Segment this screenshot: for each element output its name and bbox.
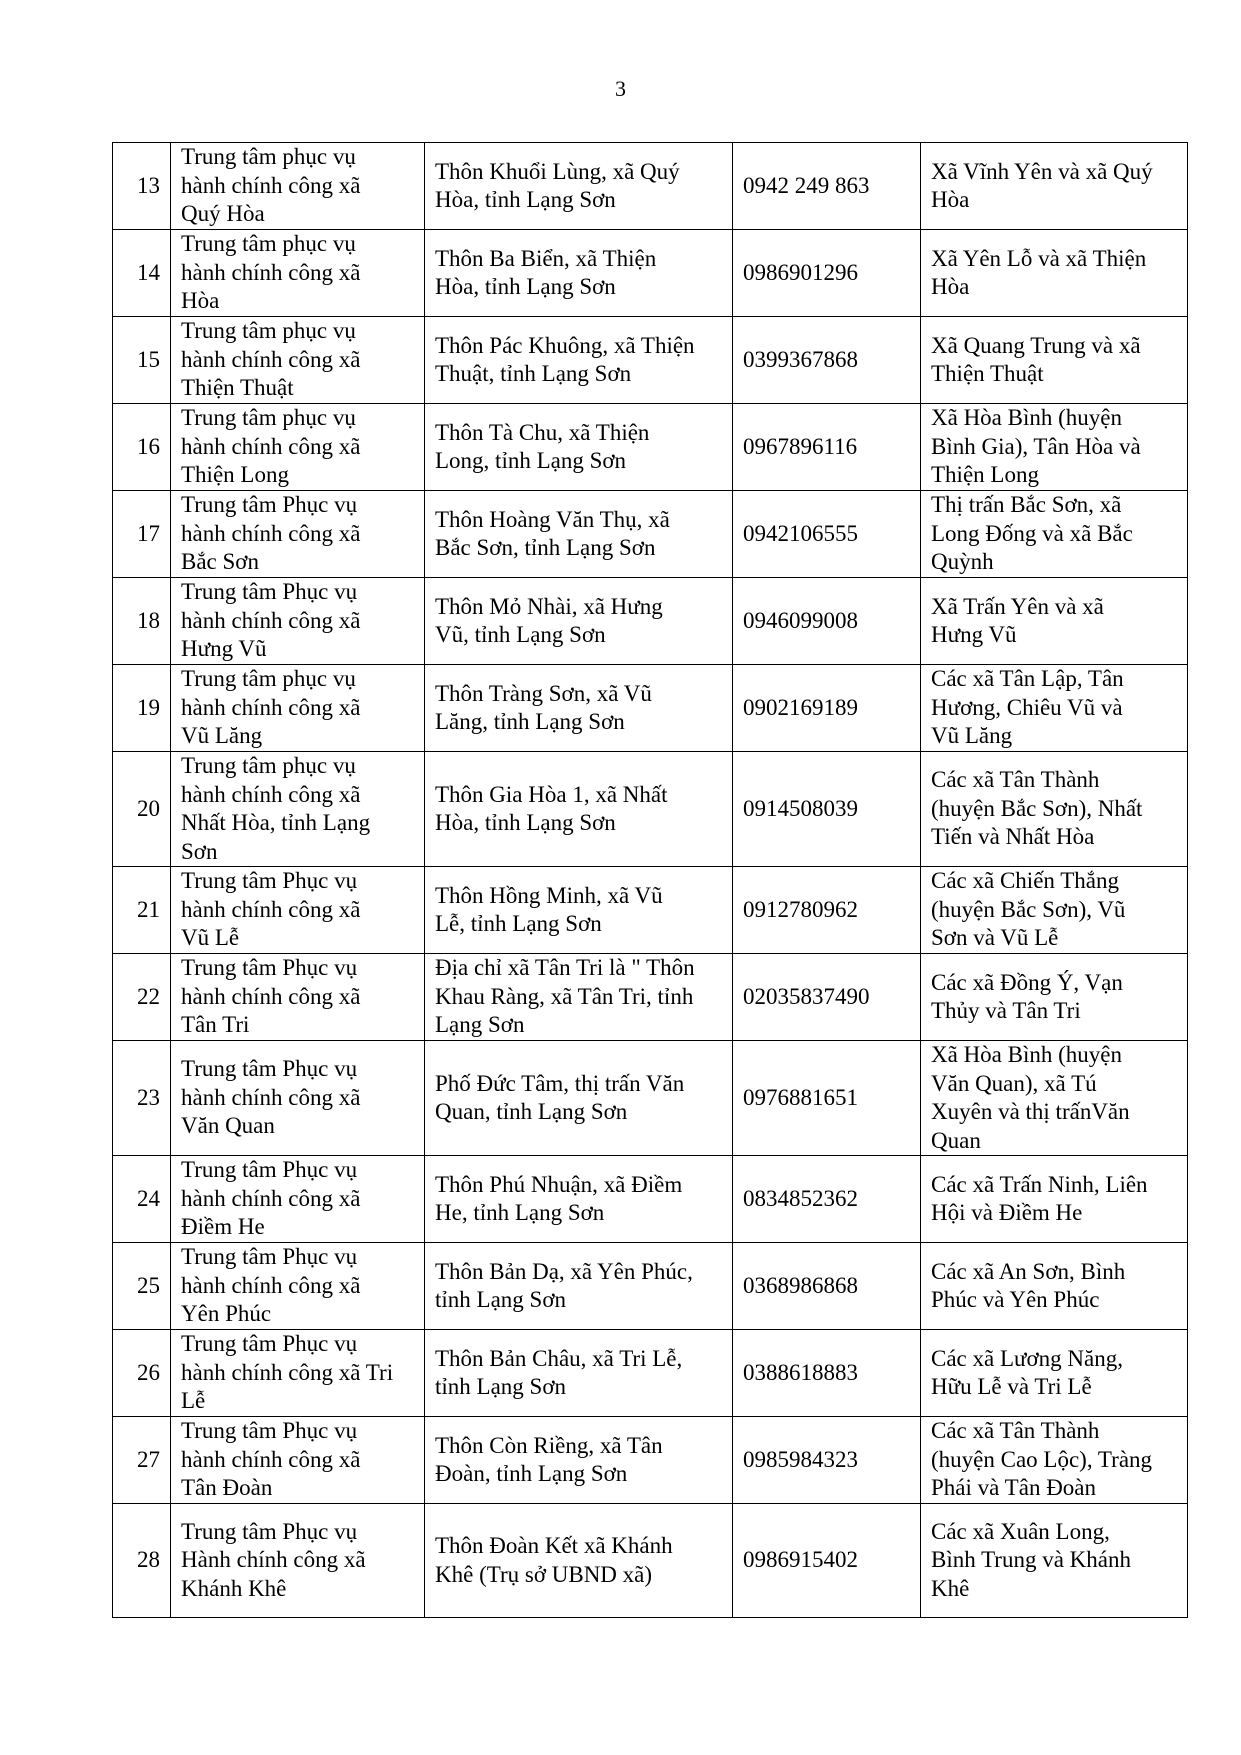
served-area-line: (huyện Cao Lộc), Tràng [931, 1446, 1153, 1472]
center-name-line: Trung tâm Phục vụ [181, 1056, 358, 1082]
center-name [171, 404, 425, 491]
center-address-line: Phố Đức Tâm, thị trấn Văn [435, 1070, 685, 1096]
center-name-line: Trung tâm phục vụ [181, 144, 356, 170]
center-address-line: Thuật, tỉnh Lạng Sơn [435, 361, 632, 386]
served-area-line: Các xã Lương Năng, [931, 1345, 1123, 1371]
served-area [921, 1156, 1188, 1243]
center-address [425, 578, 733, 665]
row-number: 27 [113, 1417, 171, 1504]
center-address [425, 1041, 733, 1156]
center-name-line: hành chính công xã [181, 896, 361, 922]
center-address-line: Vũ, tỉnh Lạng Sơn [435, 622, 606, 647]
center-address [425, 143, 733, 230]
served-area-line: Bình Gia), Tân Hòa và [931, 433, 1141, 459]
table-row [113, 1330, 1188, 1417]
center-name [171, 954, 425, 1041]
row-number: 22 [113, 954, 171, 1041]
center-name-line: Hưng Vũ [181, 636, 267, 662]
center-phone: 0986915402 [733, 1504, 921, 1618]
center-name-line: Trung tâm Phục vụ [181, 1418, 358, 1444]
center-name-line: Nhất Hòa, tỉnh Lạng [181, 810, 371, 835]
center-name-line: Bắc Sơn [181, 549, 259, 575]
center-address-line: Lăng, tỉnh Lạng Sơn [435, 709, 625, 734]
served-area-line: Hòa [931, 187, 970, 212]
center-address [425, 491, 733, 578]
center-address [425, 1330, 733, 1417]
row-number: 17 [113, 491, 171, 578]
table-row [113, 867, 1188, 954]
center-name-line: hành chính công xã Tri [181, 1359, 394, 1385]
center-name [171, 665, 425, 752]
center-name [171, 1417, 425, 1504]
center-name-line: Tân Đoàn [181, 1475, 273, 1501]
center-name-line: hành chính công xã [181, 1446, 361, 1472]
served-area [921, 752, 1188, 867]
served-area [921, 867, 1188, 954]
center-address-line: Hòa, tỉnh Lạng Sơn [435, 187, 616, 212]
center-name-line: Trung tâm Phục vụ [181, 579, 358, 605]
served-area-line: Các xã Tân Thành [931, 767, 1100, 793]
center-address-line: Thôn Đoàn Kết xã Khánh [435, 1533, 673, 1558]
served-area-line: Hưng Vũ [931, 622, 1017, 647]
served-area-line: Các xã Trấn Ninh, Liên [931, 1171, 1148, 1197]
center-name-line: Trung tâm Phục vụ [181, 1331, 358, 1357]
served-area-line: (huyện Bắc Sơn), Vũ [931, 896, 1126, 922]
served-area [921, 1417, 1188, 1504]
served-area-line: Xã Vĩnh Yên và xã Quý [931, 158, 1153, 184]
center-address-line: Thôn Khuổi Lùng, xã Quý [435, 158, 680, 184]
center-name [171, 317, 425, 404]
center-address-line: Thôn Bản Châu, xã Tri Lễ, [435, 1345, 683, 1371]
center-address [425, 1156, 733, 1243]
center-name-line: hành chính công xã [181, 259, 361, 285]
center-name-line: hành chính công xã [181, 1272, 361, 1298]
center-name [171, 1243, 425, 1330]
served-area-line: Thị trấn Bắc Sơn, xã [931, 492, 1122, 518]
center-phone: 0912780962 [733, 867, 921, 954]
table-row [113, 317, 1188, 404]
center-name-line: Yên Phúc [181, 1301, 272, 1327]
center-address-line: Hòa, tỉnh Lạng Sơn [435, 810, 616, 835]
center-address [425, 317, 733, 404]
served-area-line: Xã Trấn Yên và xã [931, 593, 1104, 619]
center-name-line: hành chính công xã [181, 694, 361, 720]
table-row [113, 1504, 1188, 1618]
served-area-line: Các xã An Sơn, Bình [931, 1258, 1126, 1284]
served-area-line: Quỳnh [931, 549, 994, 575]
row-number: 14 [113, 230, 171, 317]
served-area-line: Khê [931, 1575, 970, 1601]
center-address-line: tỉnh Lạng Sơn [435, 1287, 566, 1312]
center-address [425, 954, 733, 1041]
center-phone: 0368986868 [733, 1243, 921, 1330]
row-number: 15 [113, 317, 171, 404]
center-phone: 0902169189 [733, 665, 921, 752]
table-row [113, 1041, 1188, 1156]
center-phone: 0985984323 [733, 1417, 921, 1504]
center-name-line: hành chính công xã [181, 607, 361, 633]
center-address-line: Thôn Ba Biển, xã Thiện [435, 245, 657, 271]
center-address-line: Long, tỉnh Lạng Sơn [435, 448, 627, 473]
center-address-line: Thôn Tràng Sơn, xã Vũ [435, 680, 652, 706]
served-area-line: Sơn và Vũ Lễ [931, 925, 1059, 951]
center-address [425, 1504, 733, 1618]
served-area-line: Long Đống và xã Bắc [931, 520, 1133, 546]
center-name [171, 1330, 425, 1417]
served-area-line: Thiện Thuật [931, 361, 1044, 386]
center-address-line: Hòa, tỉnh Lạng Sơn [435, 274, 616, 299]
center-name-line: Tân Tri [181, 1012, 250, 1038]
served-area [921, 578, 1188, 665]
center-name [171, 867, 425, 954]
served-area-line: Phúc và Yên Phúc [931, 1287, 1100, 1312]
served-area-line: Xã Quang Trung và xã [931, 332, 1141, 358]
center-phone: 0399367868 [733, 317, 921, 404]
center-name-line: Văn Quan [181, 1113, 275, 1139]
center-name-line: Trung tâm Phục vụ [181, 1244, 358, 1270]
center-name [171, 578, 425, 665]
center-address-line: Địa chỉ xã Tân Tri là " Thôn [435, 955, 695, 981]
served-area-line: Xã Yên Lỗ và xã Thiện [931, 245, 1147, 271]
served-area [921, 665, 1188, 752]
center-name-line: hành chính công xã [181, 172, 361, 198]
center-name [171, 1504, 425, 1618]
table-row [113, 1417, 1188, 1504]
served-area [921, 230, 1188, 317]
table-row [113, 578, 1188, 665]
served-area-line: Các xã Đồng Ý, Vạn [931, 969, 1123, 995]
center-address [425, 752, 733, 867]
served-area-line: Quan [931, 1127, 981, 1153]
center-address [425, 404, 733, 491]
center-address [425, 1243, 733, 1330]
row-number: 28 [113, 1504, 171, 1618]
center-name-line: Vũ Lễ [181, 925, 240, 951]
served-area-line: Hội và Điềm He [931, 1200, 1083, 1225]
table-row [113, 665, 1188, 752]
center-name-line: Trung tâm Phục vụ [181, 1518, 358, 1544]
served-area-line: Các xã Tân Thành [931, 1418, 1100, 1444]
center-address-line: Thôn Pác Khuông, xã Thiện [435, 332, 695, 358]
center-address-line: tỉnh Lạng Sơn [435, 1374, 566, 1399]
table-row [113, 404, 1188, 491]
center-address-line: Đoàn, tỉnh Lạng Sơn [435, 1461, 628, 1486]
center-phone: 0946099008 [733, 578, 921, 665]
row-number: 23 [113, 1041, 171, 1156]
served-area-line: Xã Hòa Bình (huyện [931, 405, 1122, 431]
row-number: 21 [113, 867, 171, 954]
served-area-line: Các xã Xuân Long, [931, 1518, 1110, 1544]
center-address-line: Thôn Mỏ Nhài, xã Hưng [435, 593, 663, 619]
center-name-line: Trung tâm phục vụ [181, 666, 356, 692]
center-phone: 0942 249 863 [733, 143, 921, 230]
row-number: 24 [113, 1156, 171, 1243]
center-name [171, 230, 425, 317]
center-phone: 0967896116 [733, 404, 921, 491]
center-name-line: Trung tâm phục vụ [181, 318, 356, 344]
center-phone: 0976881651 [733, 1041, 921, 1156]
center-address-line: Quan, tỉnh Lạng Sơn [435, 1099, 628, 1124]
served-area [921, 1330, 1188, 1417]
center-address [425, 665, 733, 752]
center-address-line: He, tỉnh Lạng Sơn [435, 1200, 605, 1225]
table-row [113, 752, 1188, 867]
served-area-line: Xã Hòa Bình (huyện [931, 1042, 1122, 1067]
center-address-line: Thôn Tà Chu, xã Thiện [435, 419, 650, 445]
row-number: 26 [113, 1330, 171, 1417]
center-address-line: Thôn Còn Riềng, xã Tân [435, 1432, 663, 1458]
center-name-line: Khánh Khê [181, 1575, 287, 1601]
center-address [425, 230, 733, 317]
row-number: 19 [113, 665, 171, 752]
served-area-line: Văn Quan), xã Tú [931, 1070, 1097, 1096]
center-name-line: Lễ [181, 1388, 206, 1414]
center-name-line: Thiện Thuật [181, 375, 294, 401]
row-number: 13 [113, 143, 171, 230]
center-address-line: Thôn Bản Dạ, xã Yên Phúc, [435, 1258, 693, 1284]
served-area [921, 1243, 1188, 1330]
center-phone: 0942106555 [733, 491, 921, 578]
center-name-line: Hòa [181, 288, 220, 314]
row-number: 18 [113, 578, 171, 665]
served-area [921, 491, 1188, 578]
served-area-line: Tiến và Nhất Hòa [931, 824, 1095, 850]
center-name-line: Trung tâm phục vụ [181, 405, 356, 431]
served-area [921, 1041, 1188, 1156]
served-area-line: Các xã Chiến Thắng [931, 868, 1119, 894]
table-row [113, 230, 1188, 317]
served-area-line: (huyện Bắc Sơn), Nhất [931, 795, 1143, 821]
center-phone: 0388618883 [733, 1330, 921, 1417]
page-number: 3 [615, 76, 626, 101]
center-address [425, 867, 733, 954]
center-address-line: Bắc Sơn, tỉnh Lạng Sơn [435, 535, 656, 560]
center-name-line: Vũ Lăng [181, 723, 263, 749]
center-name [171, 143, 425, 230]
center-phone: 0914508039 [733, 752, 921, 867]
served-area-line: Vũ Lăng [931, 723, 1013, 749]
table-row [113, 954, 1188, 1041]
center-name [171, 1156, 425, 1243]
row-number: 25 [113, 1243, 171, 1330]
center-name-line: hành chính công xã [181, 1084, 361, 1110]
table-row [113, 1156, 1188, 1243]
center-name-line: Sơn [181, 838, 218, 864]
center-name-line: Hành chính công xã [181, 1547, 366, 1573]
center-name-line: Trung tâm Phục vụ [181, 955, 358, 981]
center-name-line: Trung tâm phục vụ [181, 231, 356, 257]
served-area [921, 954, 1188, 1041]
center-name-line: Trung tâm Phục vụ [181, 1157, 358, 1183]
center-name [171, 752, 425, 867]
center-name-line: hành chính công xã [181, 781, 361, 807]
center-address-line: Thôn Gia Hòa 1, xã Nhất [435, 781, 668, 807]
center-phone: 0834852362 [733, 1156, 921, 1243]
table-row [113, 143, 1188, 230]
center-name-line: hành chính công xã [181, 1185, 361, 1211]
row-number: 16 [113, 404, 171, 491]
served-area [921, 1504, 1188, 1618]
center-name-line: hành chính công xã [181, 433, 361, 459]
center-name [171, 1041, 425, 1156]
center-address-line: Thôn Phú Nhuận, xã Điềm [435, 1171, 683, 1197]
center-address-line: Lạng Sơn [435, 1012, 525, 1038]
center-address-line: Lễ, tỉnh Lạng Sơn [435, 911, 602, 936]
served-area [921, 404, 1188, 491]
center-address-line: Khê (Trụ sở UBND xã) [435, 1561, 653, 1587]
center-address-line: Thôn Hoàng Văn Thụ, xã [435, 506, 670, 532]
served-area-line: Bình Trung và Khánh [931, 1547, 1131, 1573]
center-name [171, 491, 425, 578]
served-area-line: Các xã Tân Lập, Tân [931, 666, 1124, 692]
served-area-line: Thủy và Tân Tri [931, 998, 1081, 1023]
center-phone: 0986901296 [733, 230, 921, 317]
center-name-line: Điềm He [181, 1214, 265, 1240]
center-name-line: hành chính công xã [181, 346, 361, 372]
center-name-line: Trung tâm Phục vụ [181, 868, 358, 894]
center-name-line: hành chính công xã [181, 983, 361, 1009]
served-area-line: Hòa [931, 274, 970, 299]
served-area-line: Phái và Tân Đoàn [931, 1475, 1097, 1501]
served-area [921, 143, 1188, 230]
center-address-line: Thôn Hồng Minh, xã Vũ [435, 882, 663, 908]
table-row [113, 1243, 1188, 1330]
service-centers-table [112, 142, 1188, 1618]
table-row [113, 491, 1188, 578]
center-address [425, 1417, 733, 1504]
center-phone: 02035837490 [733, 954, 921, 1041]
center-name-line: Thiện Long [181, 462, 289, 488]
center-name-line: hành chính công xã [181, 520, 361, 546]
center-name-line: Quý Hòa [181, 201, 265, 227]
center-name-line: Trung tâm phục vụ [181, 753, 356, 778]
served-area-line: Xuyên và thị trấnVăn [931, 1099, 1130, 1124]
served-area-line: Hữu Lễ và Tri Lễ [931, 1374, 1092, 1399]
center-address-line: Khau Ràng, xã Tân Tri, tỉnh [435, 983, 694, 1009]
served-area-line: Thiện Long [931, 462, 1039, 488]
center-name-line: Trung tâm Phục vụ [181, 492, 358, 518]
served-area-line: Hương, Chiêu Vũ và [931, 694, 1123, 720]
row-number: 20 [113, 752, 171, 867]
served-area [921, 317, 1188, 404]
